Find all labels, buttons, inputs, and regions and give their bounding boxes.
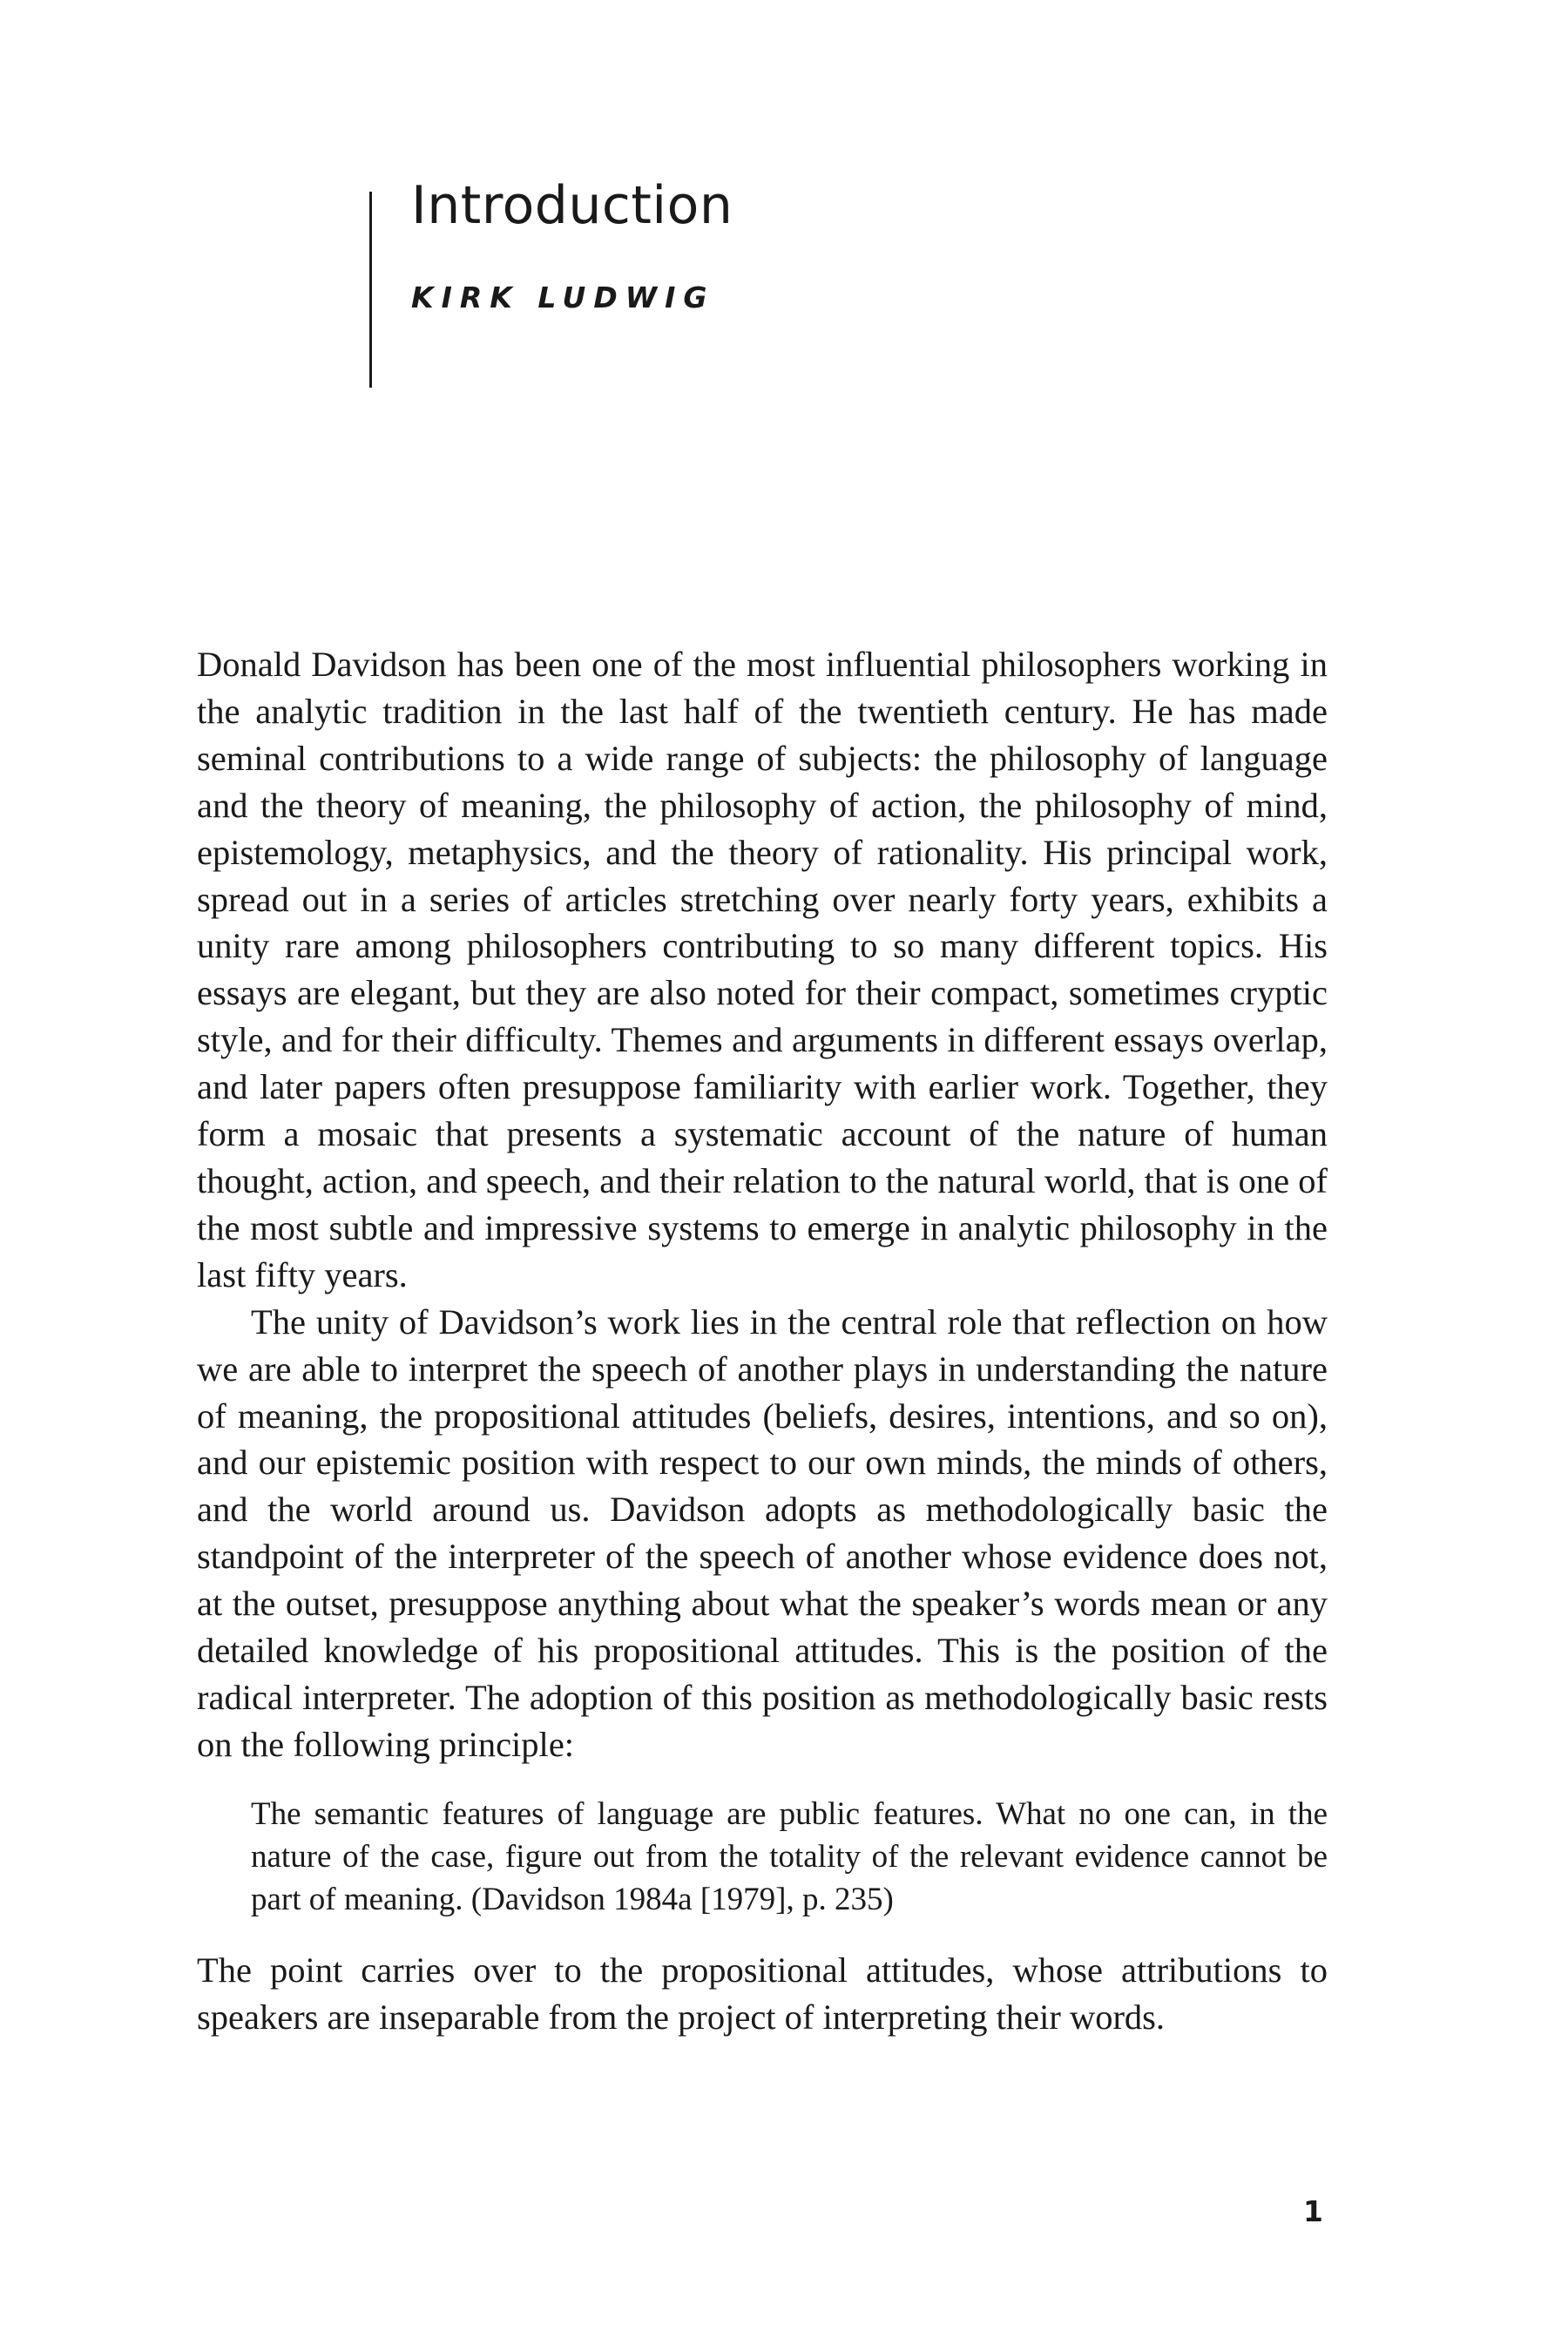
page-number: 1 [1303,2194,1323,2228]
paragraph: Donald Davidson has been one of the most influential philosophers working in the analytic tradition in the last half of the twentieth century. He has made seminal contributions to a wide range of subjects: the philosophy of language and the theory of meaning, the philosophy of action, the philosophy of mind, epistemology, metaphysics, and the theory of rationality. His principal work, spread out in a series of articles stretching over nearly forty years, exhibits a unity rare among philosophers contributing to so many different topics. His essays are elegant, but they are also noted for their compact, sometimes cryptic style, and for their difficulty. Themes and arguments in different essays overlap, and later papers often presuppose familiarity with earlier work. Together, they form a mosaic that presents a systematic account of the nature of human thought, action, and speech, and their relation to the natural world, that is one of the most subtle and impressive systems to emerge in analytic philosophy in the last fifty years. [197,645,1328,1294]
chapter-author: KIRK LUDWIG [411,280,715,314]
body-text [197,641,1328,2041]
paragraph: The unity of Davidson’s work lies in the central role that reflection on how we are able to interpret the speech of another plays in understanding the nature of meaning, the propositional attitudes (beliefs, desires, intentions, and so on), and our epistemic position with respect to our own minds, the minds of others, and the world around us. Davidson adopts as methodologically basic the standpoint of the interpreter of the speech of another whose evidence does not, at the outset, presuppose anything about what the speaker’s words mean or any detailed knowledge of his propositional attitudes. This is the position of the radical interpreter. The adoption of this position as methodologically basic rests on the following principle: [197,1301,1328,1764]
paragraph: The point carries over to the propositional attitudes, whose attributions to speakers are inseparable from the project of interpreting their words. [197,1950,1328,2037]
title-vertical-rule [369,192,372,388]
block-quote: The semantic features of language are public features. What no one can, in the nature of the case, figure out from the totality of the relevant evidence cannot be part of meaning. (Davidson 1984a [1979], p. 235) [251,1795,1328,1917]
chapter-title: Introduction [411,175,733,236]
